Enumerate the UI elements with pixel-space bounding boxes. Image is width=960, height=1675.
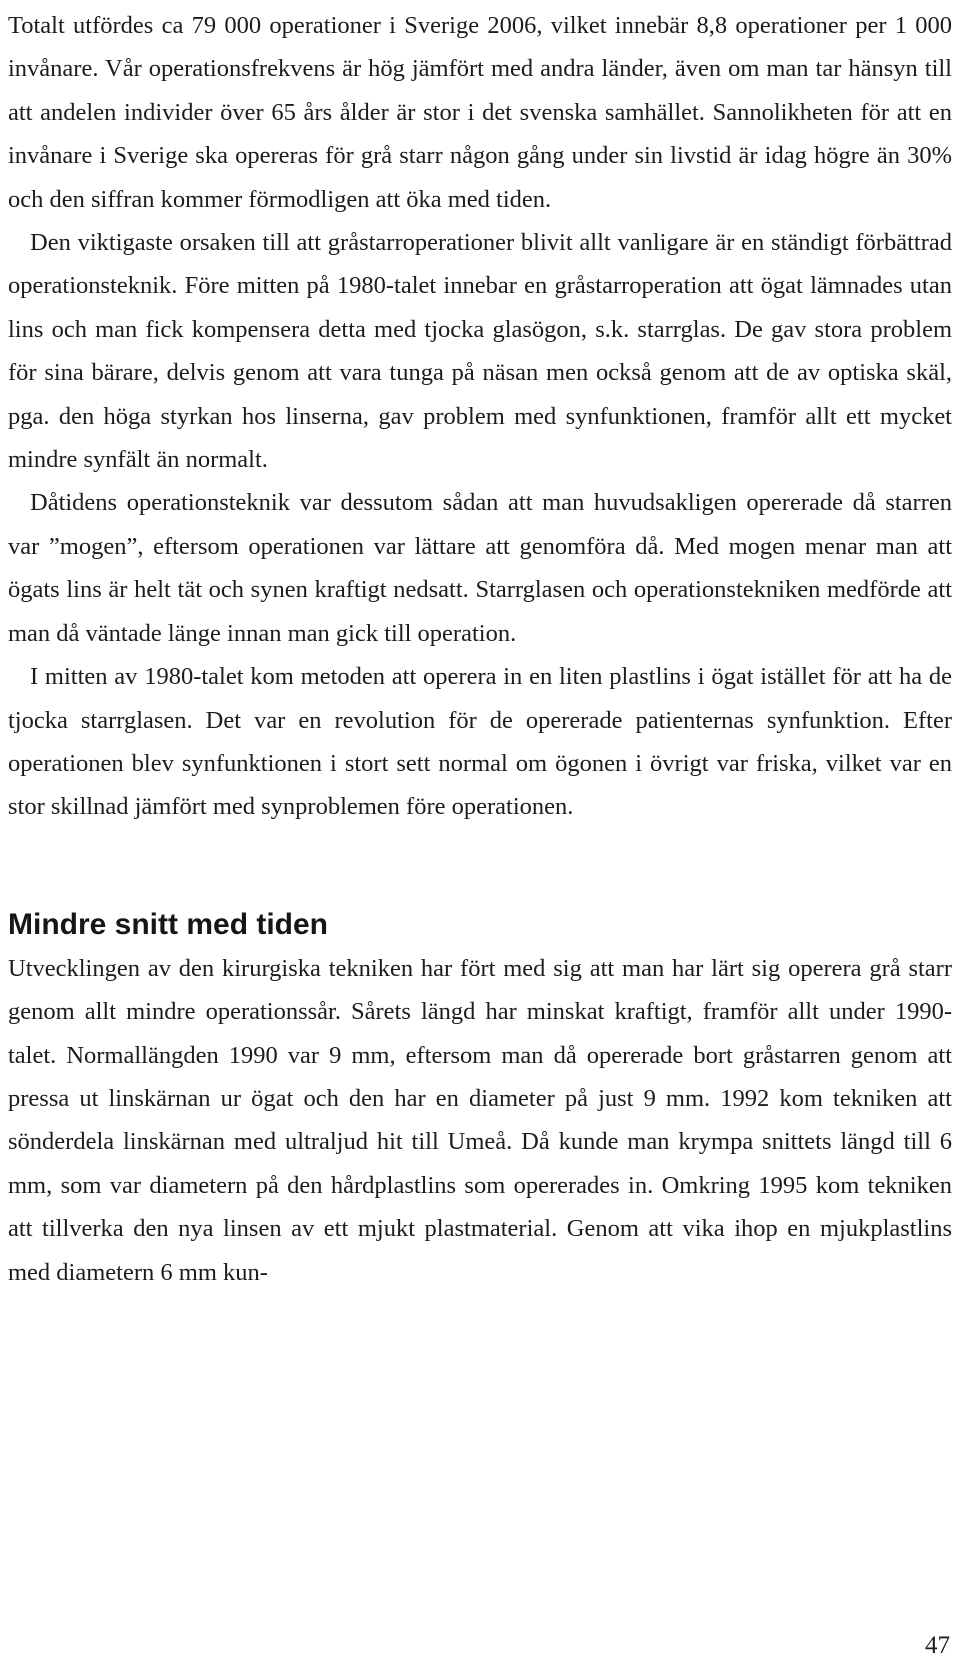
section-heading: Mindre snitt med tiden <box>8 907 329 941</box>
paragraph-mature-cataract: Dåtidens operationsteknik var dessutom sådan att man huvudsakligen opererade då starren var ”mogen”, eftersom operationen var lättare att genomföra då. Med mogen menar man att ögats lins är helt tät och synen kraftigt nedsatt. Starrglasen och operationstekniken medförde att man då väntade länge innan man gick till operation. <box>8 489 952 647</box>
paragraph-operation-statistics: Totalt utfördes ca 79 000 operationer i Sverige 2006, vilket innebär 8,8 operationer per 1 000 invånare. Vår operationsfrekvens är hög jämfört med andra länder, även om man tar hänsyn till att andelen individer över 65 års ålder är stor i det svenska samhället. Sannolikheten för att en invånare i Sverige ska opereras för grå starr någon gång under sin livstid är idag högre än 30% och den siffran kommer förmodligen att öka med tiden. <box>8 12 952 213</box>
paragraph-technique-history: Den viktigaste orsaken till att gråstarroperationer blivit allt vanligare är en ständigt förbättrad operationsteknik. Före mitten på 1980-talet innebar en gråstarroperation att ögat lämnades utan lins och man fick kompensera detta med tjocka glasögon, s.k. starrglas. De gav stora problem för sina bärare, delvis genom att vara tunga på näsan men också genom att de av optiska skäl, pga. den höga styrkan hos linserna, gav problem med synfunktionen, framför allt ett mycket mindre synfält än normalt. <box>8 229 952 474</box>
page-number: 47 <box>925 1632 950 1659</box>
paragraph-smaller-incisions: Utvecklingen av den kirurgiska tekniken har fört med sig att man har lärt sig operera grå starr genom allt mindre operationssår. Sårets längd har minskat kraftigt, framför allt under 1990-talet. Normallängden 1990 var 9 mm, eftersom man då opererade bort gråstarren genom att pressa ut linskärnan ur ögat och den har en diameter på just 9 mm. 1992 kom tekniken att sönderdela linskärnan med ultraljud hit till Umeå. Då kunde man krympa snittets längd till 6 mm, som var diametern på den hårdplastlins som opererades in. Omkring 1995 kom tekniken att tillverka den nya linsen av ett mjukt plastmaterial. Genom att vika ihop en mjukplastlins med diametern 6 mm kun- <box>8 954 952 1286</box>
paragraph-plastic-lens: I mitten av 1980-talet kom metoden att operera in en liten plastlins i ögat istället för att ha de tjocka starrglasen. Det var en revolution för de opererade patienternas synfunktion. Efter operationen blev synfunktionen i stort sett normal om ögonen i övrigt var friska, vilket var en stor skillnad jämfört med synproblemen före operationen. <box>8 663 952 821</box>
document-page <box>8 4 952 1294</box>
